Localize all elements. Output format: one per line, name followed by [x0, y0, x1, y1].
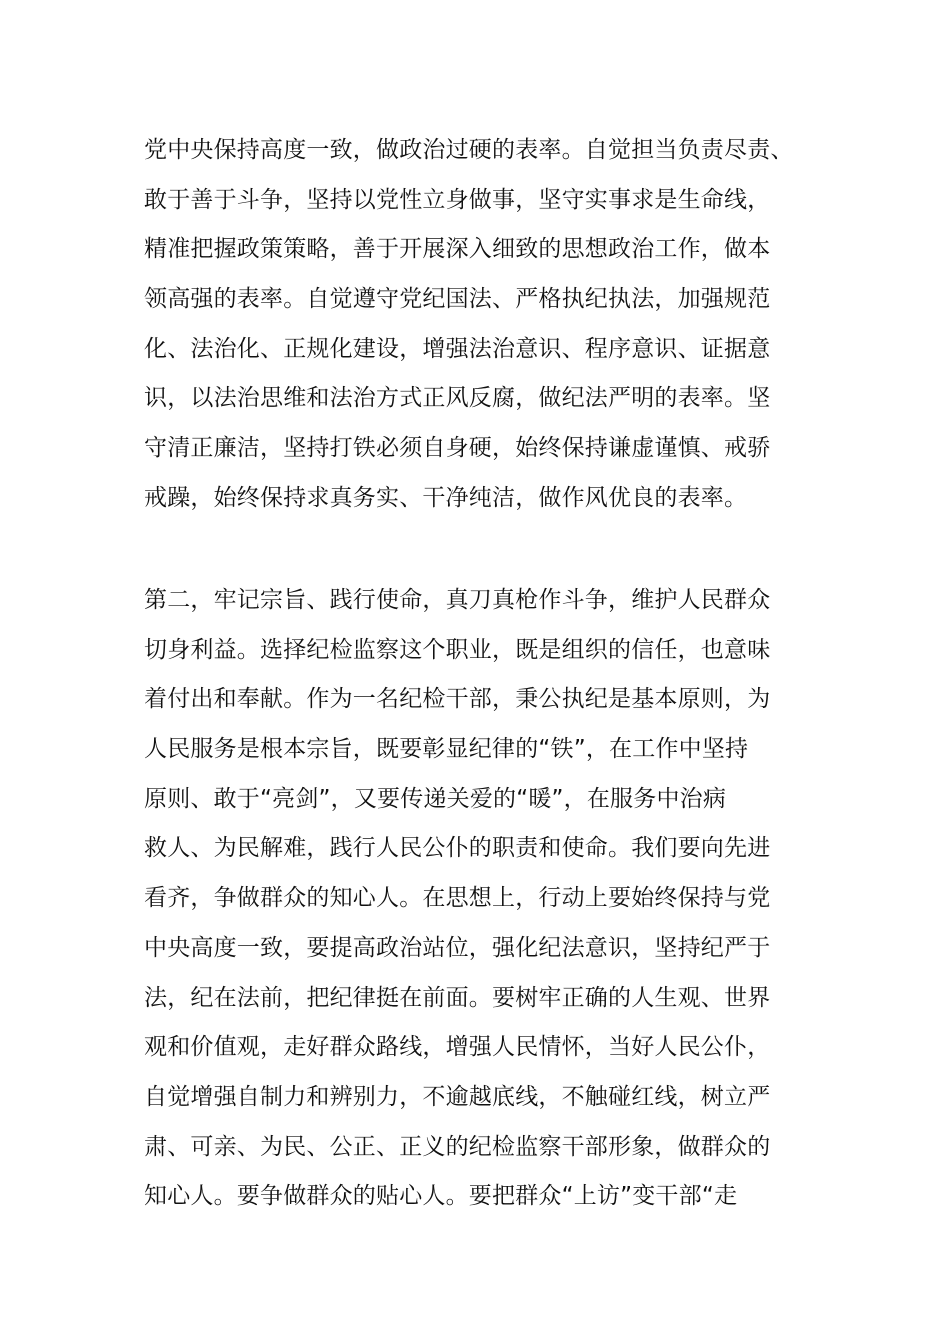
text-line: 戒躁，始终保持求真务实、干净纯洁，做作风优良的表率。	[144, 484, 748, 511]
text-line: 肃、可亲、为民、公正、正义的纪检监察干部形象，做群众的	[144, 1133, 771, 1160]
text-line: 知心人。要争做群众的贴心人。要把群众“上访”变干部“走	[144, 1183, 738, 1210]
text-line: 守清正廉洁，坚持打铁必须自身硬，始终保持谦虚谨慎、戒骄	[144, 435, 771, 462]
text-line: 化、法治化、正规化建设，增强法治意识、程序意识、证据意	[144, 335, 771, 362]
text-line: 识，以法治思维和法治方式正风反腐，做纪法严明的表率。坚	[144, 385, 771, 412]
text-line: 第二，牢记宗旨、践行使命，真刀真枪作斗争，维护人民群众	[144, 587, 771, 613]
text-line: 着付出和奉献。作为一名纪检干部，秉公执纪是基本原则，为	[144, 686, 771, 713]
text-line: 领高强的表率。自觉遵守党纪国法、严格执纪执法，加强规范	[144, 286, 771, 313]
text-line: 党中央保持高度一致，做政治过硬的表率。自觉担当负责尽责、	[144, 137, 794, 163]
text-line: 敢于善于斗争，坚持以党性立身做事，坚守实事求是生命线，	[144, 186, 771, 213]
paragraph-2	[144, 576, 844, 1222]
text-line: 人民服务是根本宗旨，既要彰显纪律的“铁”，在工作中坚持	[144, 736, 749, 763]
text-line: 自觉增强自制力和辨别力，不逾越底线，不触碰红线，树立严	[144, 1083, 771, 1110]
text-line: 切身利益。选择纪检监察这个职业，既是组织的信任，也意味	[144, 636, 771, 663]
text-line: 中央高度一致，要提高政治站位，强化纪法意识，坚持纪严于	[144, 934, 771, 961]
text-line: 观和价值观，走好群众路线，增强人民情怀，当好人民公仆，	[144, 1034, 771, 1061]
text-line: 原则、敢于“亮剑”，又要传递关爱的“暖”，在服务中治病	[144, 785, 727, 812]
text-line: 看齐，争做群众的知心人。在思想上，行动上要始终保持与党	[144, 885, 771, 912]
text-line: 法，纪在法前，把纪律挺在前面。要树牢正确的人生观、世界	[144, 984, 771, 1011]
text-line: 救人、为民解难，践行人民公仆的职责和使命。我们要向先进	[144, 835, 771, 862]
paragraph-1	[144, 126, 844, 524]
text-line: 精准把握政策策略，善于开展深入细致的思想政治工作，做本	[144, 236, 771, 263]
